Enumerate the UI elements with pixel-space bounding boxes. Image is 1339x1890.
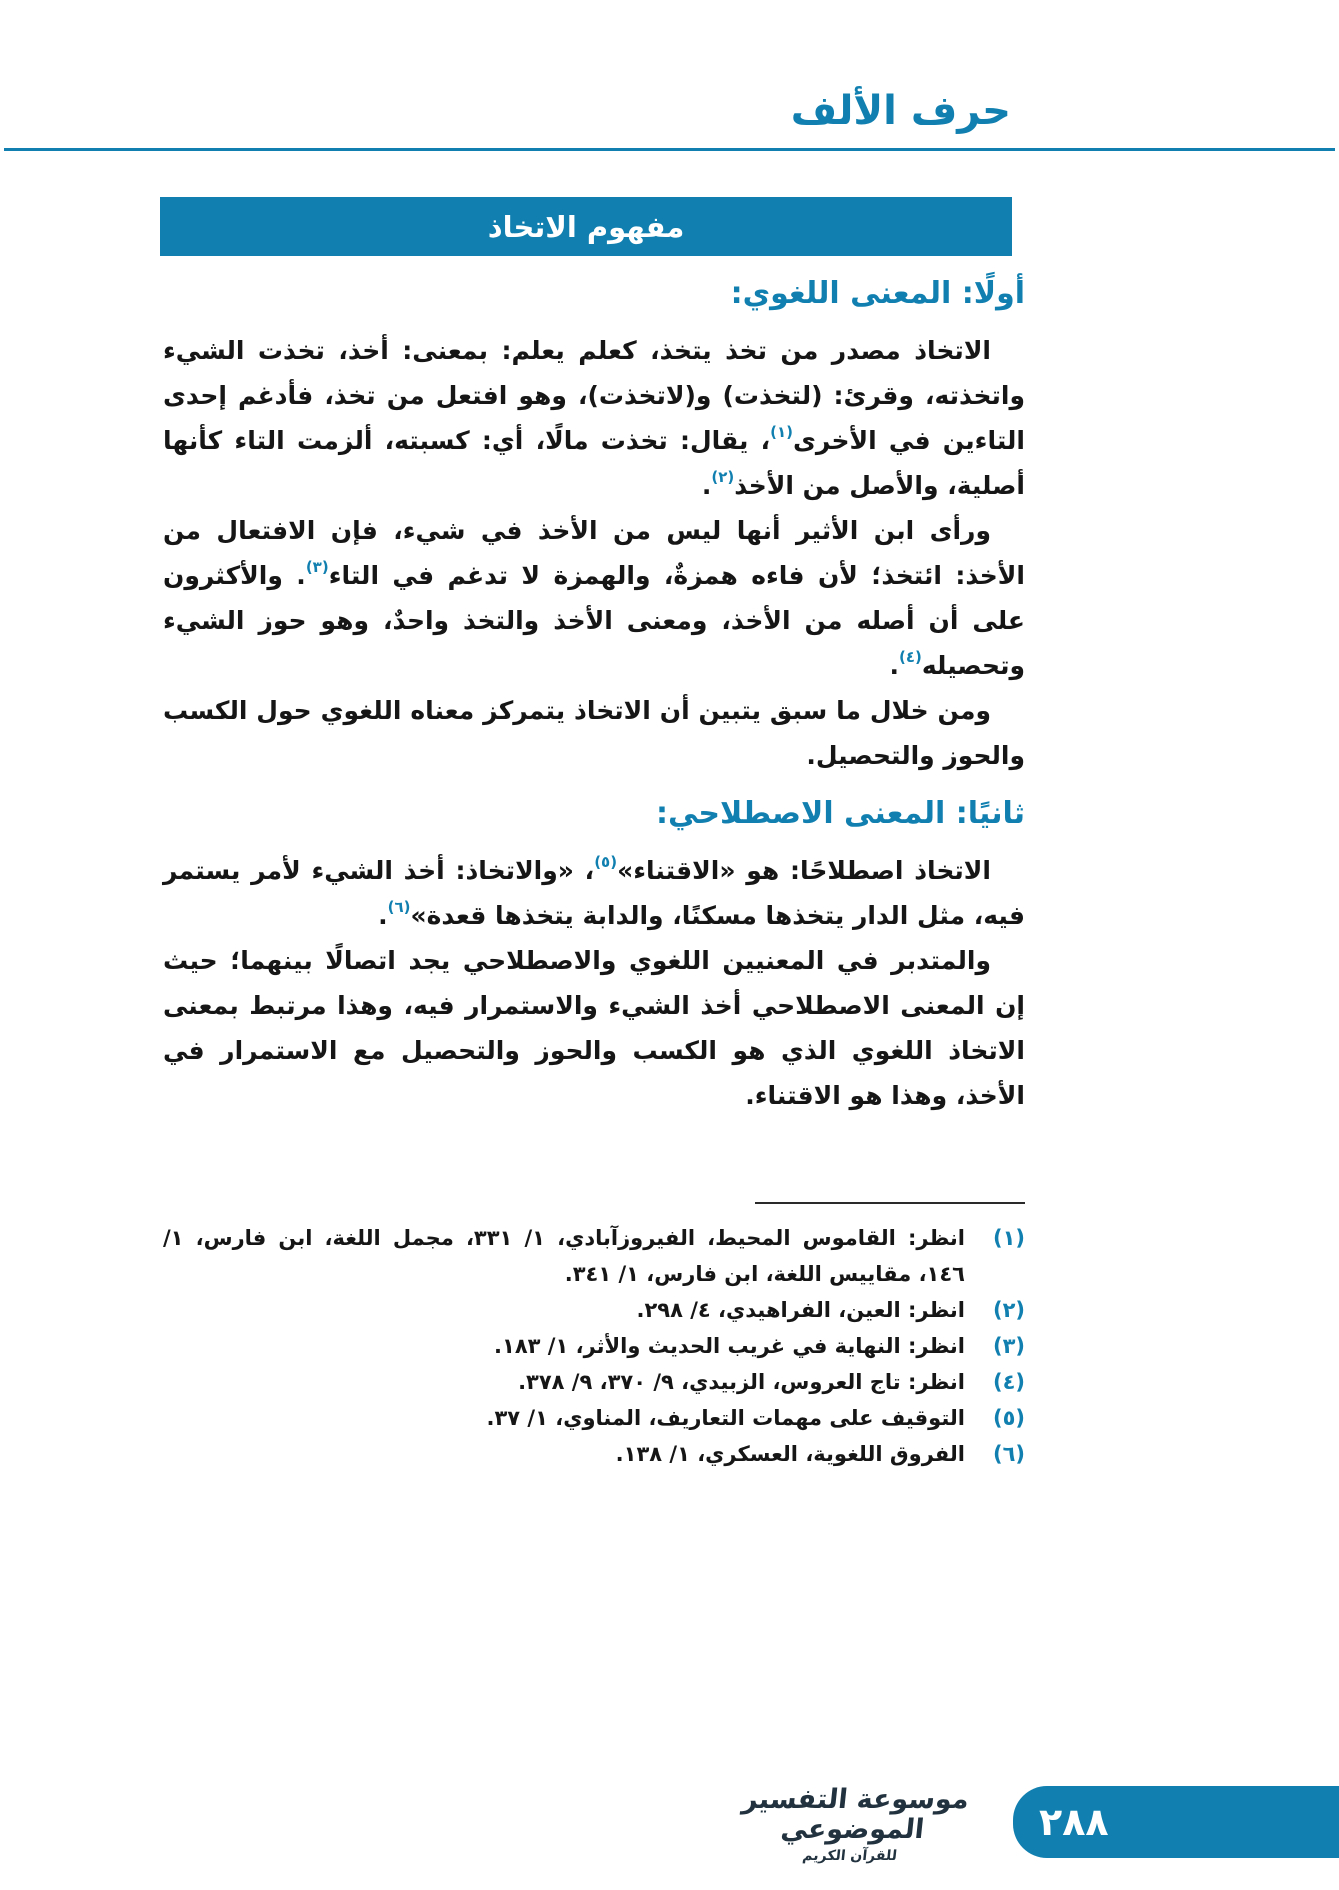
body-paragraph: الاتخاذ اصطلاحًا: هو «الاقتناء»$^{(٥)}$، «والاتخاذ: أخذ الشيء لأمر يستمر فيه، مثل الدار يتخذها مسكنًا، والدابة يتخذها قعدة»$^{(٦)}$. [163,852,1025,930]
footnotes-section [163,1202,1025,1472]
footnote-number: (٤) [992,1370,1025,1394]
footnote-text: انظر: العين، الفراهيدي، ٤/ ٢٩٨. [636,1298,965,1322]
footnote-marker: (٢) [711,467,735,486]
footnote-marker: (٣) [305,557,329,576]
publisher-logo [719,1785,987,1864]
header-divider [4,148,1335,151]
footnote-item [163,1436,1025,1472]
footnote-list [163,1220,1025,1472]
footnote-text: انظر: النهاية في غريب الحديث والأثر، ١/ ١٨٣. [494,1334,965,1358]
main-content [163,272,1025,1118]
page-number-badge [1013,1786,1339,1858]
footnote-marker: (٦) [387,897,411,916]
footnote-number: (١) [992,1226,1025,1250]
chapter-header: حرف الألف [790,88,1011,134]
body-paragraph: ومن خلال ما سبق يتبين أن الاتخاذ يتمركز معناه اللغوي حول الكسب والحوز والتحصيل. [163,696,1025,770]
footnote-number: (٦) [992,1442,1025,1466]
footnote-item [163,1292,1025,1328]
page-number-text: ٢٨٨ [1039,1800,1109,1844]
footnote-item [163,1328,1025,1364]
publisher-logo-sub: للقرآن الكريم [801,1848,898,1864]
footnote-text: انظر: تاج العروس، الزبيدي، ٩/ ٣٧٠، ٩/ ٣٧٨. [518,1370,965,1394]
title-banner-text: مفهوم الاتخاذ [487,209,685,244]
footnote-text: انظر: القاموس المحيط، الفيروزآبادي، ١/ ٣٣١، مجمل اللغة، ابن فارس، ١/ ١٤٦، مقاييس اللغة، ابن فارس، ١/ ٣٤١. [163,1226,965,1286]
footnote-number: (٢) [992,1298,1025,1322]
footnote-item [163,1364,1025,1400]
footnote-text: الفروق اللغوية، العسكري، ١/ ١٣٨. [615,1442,965,1466]
title-banner [160,197,1012,256]
footnote-text: التوقيف على مهمات التعاريف، المناوي، ١/ ٣٧. [486,1406,965,1430]
footnote-marker: (٥) [594,852,618,871]
section-heading: أولًا: المعنى اللغوي: [730,276,1025,311]
footnote-item [163,1220,1025,1292]
footnote-marker: (٤) [898,647,922,666]
publisher-logo-main: موسوعة التفسير الموضوعي [740,1784,971,1845]
body-paragraph: والمتدبر في المعنيين اللغوي والاصطلاحي يجد اتصالًا بينهما؛ حيث إن المعنى الاصطلاحي أخذ الشيء والاستمرار فيه، وهذا مرتبط بمعنى الاتخاذ اللغوي الذي هو الكسب والحوز والتحصيل مع الاستمرار في الأخذ، وهذا هو الاقتناء. [163,946,1025,1110]
footnote-divider [755,1202,1025,1204]
footnote-number: (٥) [992,1406,1025,1430]
footnote-number: (٣) [992,1334,1025,1358]
footnote-marker: (١) [770,422,794,441]
body-paragraph: ورأى ابن الأثير أنها ليس من الأخذ في شيء، فإن الافتعال من الأخذ: ائتخذ؛ لأن فاءه همزةٌ، والهمزة لا تدغم في التاء$^{(٣)}$. والأكثرون على أن أصله من الأخذ، ومعنى الأخذ والتخذ واحدٌ، وهو حوز الشيء وتحصيله$^{(٤)}$. [163,516,1025,680]
footnote-item [163,1400,1025,1436]
body-paragraph: الاتخاذ مصدر من تخذ يتخذ، كعلم يعلم: بمعنى: أخذ، تخذت الشيء واتخذته، وقرئ: (لتخذت) و(لاتخذت)، وهو افتعل من تخذ، فأدغم إحدى التاءين في الأخرى$^{(١)}$، يقال: تخذت مالًا، أي: كسبته، ألزمت التاء كأنها أصلية، والأصل من الأخذ$^{(٢)}$. [163,336,1025,500]
section-heading: ثانيًا: المعنى الاصطلاحي: [656,796,1025,831]
